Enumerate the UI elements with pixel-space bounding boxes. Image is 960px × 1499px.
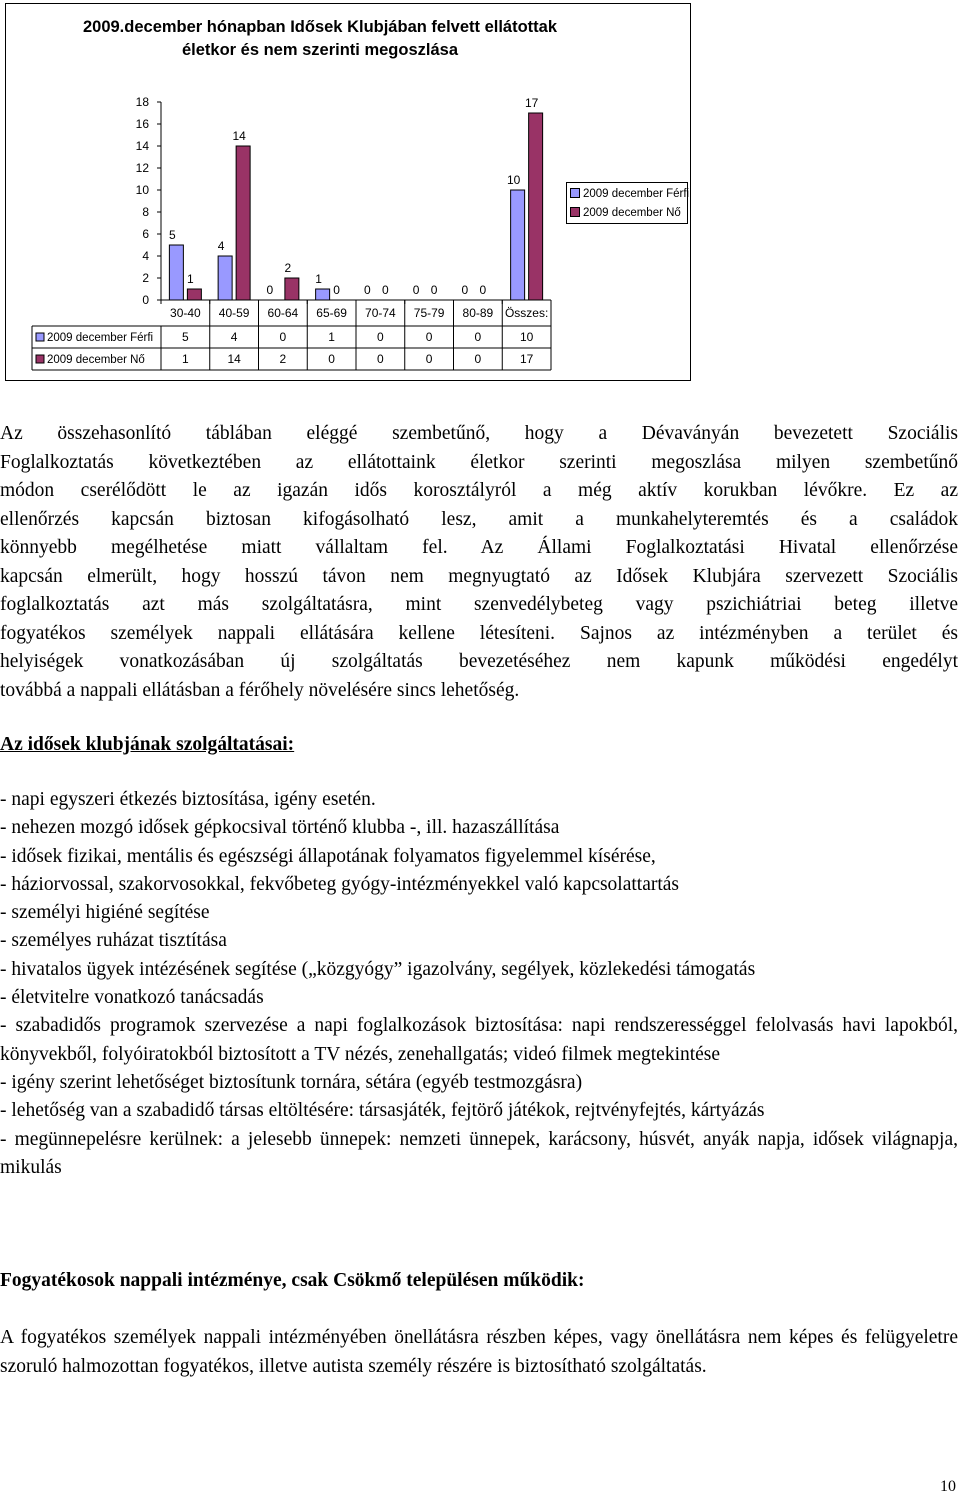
data-label: 2 xyxy=(284,261,292,275)
data-label: 0 xyxy=(333,283,340,297)
paragraph-line: könnyebb megélhetése miatt vállaltam fel. Az Állami Foglalkoztatási Hivatal ellenőrzése xyxy=(0,537,958,558)
table-cell: 0 xyxy=(279,330,287,344)
table-cell: 4 xyxy=(230,330,238,344)
data-label: 0 xyxy=(266,283,274,297)
table-cell: 0 xyxy=(377,330,384,344)
bar-ferfi xyxy=(169,245,183,300)
data-label: 17 xyxy=(524,96,539,110)
table-cell: 5 xyxy=(182,330,189,344)
y-tick-label: 12 xyxy=(135,161,149,175)
y-tick-label: 0 xyxy=(142,293,149,307)
legend-swatch-ferfi xyxy=(570,188,580,198)
bar-no xyxy=(529,113,543,300)
table-cell: 14 xyxy=(227,352,241,366)
table-cell: 0 xyxy=(425,330,433,344)
list-item: - igény szerint lehetőséget biztosítunk tornára, sétára (egyéb testmozgásra) xyxy=(0,1071,583,1093)
y-tick-label: 6 xyxy=(142,227,149,241)
list-item: - életvitelre vonatkozó tanácsadás xyxy=(0,987,264,1009)
legend-item-no xyxy=(570,204,681,222)
paragraph-line: továbbá a nappali ellátásban a férőhely növelésére sincs lehetőség. xyxy=(0,679,520,701)
intro-paragraph xyxy=(0,420,958,705)
table-cell: 1 xyxy=(328,330,335,344)
table-cell: 17 xyxy=(519,352,534,366)
list-item: - napi egyszeri étkezés biztosítása, igény esetén. xyxy=(0,789,376,810)
y-tick-label: 2 xyxy=(142,271,149,285)
data-label: 0 xyxy=(412,283,420,297)
bar-no xyxy=(187,289,201,300)
y-tick-label: 14 xyxy=(135,139,149,153)
bar-ferfi xyxy=(511,190,525,300)
table-cell: 0 xyxy=(377,352,384,366)
bar-ferfi xyxy=(316,289,330,300)
list-item: - háziorvossal, szakorvosokkal, fekvőbeteg gyógy-intézményekkel való kapcsolattartás xyxy=(0,873,680,895)
data-label: 0 xyxy=(430,283,438,297)
x-tick-label: 30-40 xyxy=(170,306,201,320)
x-tick-label: Összes: xyxy=(504,306,549,320)
list-item: - hivatalos ügyek intézésének segítése („közgyógy” igazolvány, segélyek, közlekedési támogatás xyxy=(0,958,756,980)
y-tick-label: 4 xyxy=(142,249,149,263)
data-label: 4 xyxy=(217,239,225,253)
data-label: 0 xyxy=(382,283,389,297)
page-number: 10 xyxy=(940,1478,956,1495)
x-tick-label: 65-69 xyxy=(316,306,347,320)
table-cell: 0 xyxy=(425,352,433,366)
table-cell: 10 xyxy=(519,330,534,344)
bar-no xyxy=(236,146,250,300)
paragraph-line: Foglalkoztatás következtében az ellátottaink életkor szerinti megoszlása milyen szembetűnő xyxy=(0,451,958,473)
chart-title-line-1: 2009.december hónapban Idősek Klubjában felvett ellátottak xyxy=(82,18,558,36)
table-key-swatch xyxy=(36,355,44,363)
paragraph-line: módon cserélődött le az igazán idős korosztályról a még aktív korukban lévőkre. Ez az xyxy=(0,480,958,501)
table-cell: 2 xyxy=(279,352,287,366)
table-cell: 0 xyxy=(474,352,482,366)
list-item: - megünnepelésre kerülnek: a jelesebb ünnepek: nemzeti ünnepek, karácsony, húsvét, anyák napja, idősek világnapja, mikulás xyxy=(0,1128,958,1178)
x-tick-label: 70-74 xyxy=(365,306,396,320)
data-label: 0 xyxy=(479,283,487,297)
x-tick-label: 60-64 xyxy=(267,306,299,320)
paragraph-line: helyiségek vonatkozásában új szolgáltatás bevezetéséhez nem kapunk működési engedélyt xyxy=(0,651,958,672)
bar-no xyxy=(285,278,299,300)
data-label: 0 xyxy=(461,283,469,297)
y-tick-label: 10 xyxy=(135,183,149,197)
y-tick-label: 18 xyxy=(135,95,149,109)
table-series-name: 2009 december Nő xyxy=(47,354,145,366)
chart-container xyxy=(5,3,691,381)
paragraph-line: kapcsán elmerült, hogy hosszú távon nem megnyugtató az Idősek Klubjára szervezett Szociális xyxy=(0,565,958,587)
chart-legend xyxy=(566,182,688,224)
y-tick-label: 8 xyxy=(142,205,149,219)
legend-label-ferfi: 2009 december Férfi xyxy=(583,188,690,200)
list-item: - lehetőség van a szabadidő társas eltöltésére: társasjáték, fejtörő játékok, rejtvényfejtés, kártyázás xyxy=(0,1100,765,1122)
legend-swatch-no xyxy=(570,207,580,217)
data-label: 14 xyxy=(232,129,246,143)
list-item: - személyi higiéné segítése xyxy=(0,902,210,924)
list-item: - nehezen mozgó idősek gépkocsival történő klubba -, ill. hazaszállítása xyxy=(0,817,560,839)
list-item: - szabadidős programok szervezése a napi foglalkozások biztosítása: napi rendszerességgel felolvasás havi lapokból, könyvekből, folyóiratokból biztosított a TV nézés, zenehallgatás; videó filmek megtekintése xyxy=(0,1015,958,1065)
x-tick-label: 75-79 xyxy=(413,306,445,320)
data-label: 1 xyxy=(187,272,194,286)
x-tick-label: 80-89 xyxy=(462,306,494,320)
bar-ferfi xyxy=(218,256,232,300)
disabled-care-heading: Fogyatékosok nappali intézménye, csak Csökmő településen működik: xyxy=(0,1270,585,1291)
table-series-name: 2009 december Férfi xyxy=(47,332,154,344)
data-label: 10 xyxy=(506,173,521,187)
legend-item-ferfi xyxy=(570,185,689,203)
list-item: - idősek fizikai, mentális és egészségi állapotának folyamatos figyelemmel kísérése, xyxy=(0,845,656,867)
table-cell: 0 xyxy=(474,330,482,344)
paragraph-line: Az összehasonlító táblában eléggé szembetűnő, hogy a Dévaványán bevezetett Szociális xyxy=(0,423,958,444)
list-item: - személyes ruházat tisztítása xyxy=(0,930,227,952)
paragraph-line: fogyatékos személyek nappali ellátására kellene létesíteni. Sajnos az intézményben a terület és xyxy=(0,622,958,644)
table-key-swatch xyxy=(36,333,44,341)
paragraph-line: ellenőrzés kapcsán biztosan kifogásolható lesz, amit a munkahelyteremtés és a családok xyxy=(0,508,958,530)
data-label: 1 xyxy=(315,272,322,286)
table-cell: 1 xyxy=(182,352,189,366)
services-heading: Az idősek klubjának szolgáltatásai: xyxy=(0,734,295,755)
table-cell: 0 xyxy=(328,352,335,366)
services-list xyxy=(0,786,958,1182)
disabled-care-paragraph: A fogyatékos személyek nappali intézményében önellátásra részben képes, vagy önellátásra nem képes és felügyeletre szoruló halmozottan fogyatékos, illetve autista személy részére is biztosítható szolgáltatás. xyxy=(0,1327,958,1377)
paragraph-line: foglalkoztatás azt más szolgáltatásra, mint szenvedélybeteg vagy pszichiátriai beteg illetve xyxy=(0,594,958,615)
y-tick-label: 16 xyxy=(135,117,149,131)
data-label: 0 xyxy=(364,283,371,297)
x-tick-label: 40-59 xyxy=(218,306,250,320)
legend-label-no: 2009 december Nő xyxy=(583,207,681,219)
chart-title-line-2: életkor és nem szerinti megoszlása xyxy=(181,41,459,59)
data-label: 5 xyxy=(169,228,176,242)
